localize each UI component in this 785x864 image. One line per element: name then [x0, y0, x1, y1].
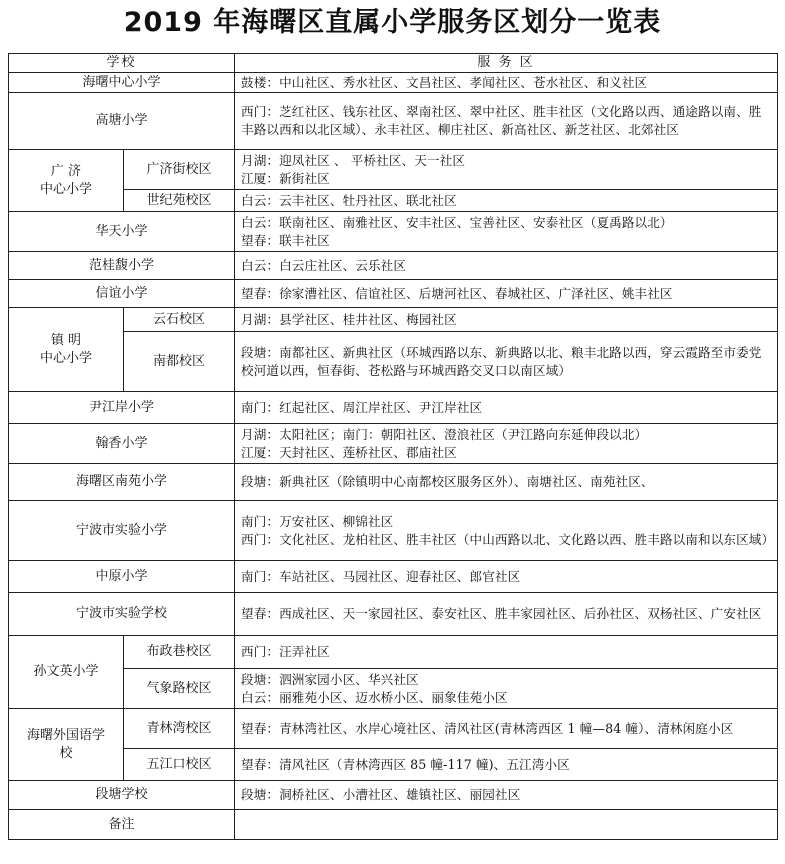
service-area-cell — [235, 252, 778, 280]
campus-cell: 五江口校区 — [124, 749, 235, 781]
table-row — [9, 392, 778, 424]
school-cell: 翰香小学 — [9, 424, 235, 464]
service-area-line: 望春：清风社区（青林湾西区 85 幢-117 幢)、五江湾小区 — [241, 756, 570, 772]
service-area-line: 望春：徐家漕社区、信谊社区、后塘河社区、春城社区、广泽社区、姚丰社区 — [241, 285, 673, 301]
service-area-line: 白云：联南社区、南雅社区、安丰社区、宝善社区、安泰社区（夏禹路以北） — [241, 214, 673, 230]
school-cell: 广 济 中心小学 — [9, 150, 124, 212]
campus-cell: 布政巷校区 — [124, 636, 235, 669]
school-cell: 海曙外国语学 校 — [9, 709, 124, 781]
school-cell: 信谊小学 — [9, 280, 235, 308]
school-cell: 宁波市实验小学 — [9, 501, 235, 561]
service-area-cell — [235, 709, 778, 749]
table-row — [9, 212, 778, 252]
service-area-line: 江厦：新街社区 — [241, 170, 330, 186]
service-area-line: 段塘：洞桥社区、小漕社区、雄镇社区、丽园社区 — [241, 787, 521, 802]
school-cell: 海曙中心小学 — [9, 73, 235, 93]
header-service-area: 服 务 区 — [235, 54, 778, 73]
header-school: 学校 — [9, 54, 235, 73]
school-cell: 中原小学 — [9, 561, 235, 593]
service-area-cell — [235, 636, 778, 669]
service-area-cell — [235, 392, 778, 424]
table-row — [9, 73, 778, 93]
table-row — [9, 93, 778, 150]
service-area-line: 段塘：南都社区、新典社区（环城西路以东、新典路以北、粮丰北路以西，穿云霞路至市委党校河道以西，恒春街、苍松路与环城西路交叉口以南区域） — [241, 344, 762, 378]
campus-cell: 广济街校区 — [124, 150, 235, 190]
service-area-line: 望春：西成社区、天一家园社区、泰安社区、胜丰家园社区、后孙社区、双杨社区、广安社区 — [241, 606, 762, 621]
table-row — [9, 781, 778, 810]
service-area-cell — [235, 464, 778, 501]
service-area-cell — [235, 749, 778, 781]
school-cell: 尹江岸小学 — [9, 392, 235, 424]
remarks-cell — [235, 810, 778, 840]
service-area-line: 月湖：迎凤社区 、 平桥社区、天一社区 — [241, 152, 466, 168]
service-area-cell — [235, 308, 778, 332]
service-area-cell — [235, 280, 778, 308]
school-cell: 海曙区南苑小学 — [9, 464, 235, 501]
campus-cell: 世纪苑校区 — [124, 190, 235, 212]
service-area-cell — [235, 781, 778, 810]
table-header-row — [9, 54, 778, 73]
table-row — [9, 150, 778, 190]
service-area-cell — [235, 150, 778, 190]
campus-cell: 南都校区 — [124, 332, 235, 392]
service-area-cell — [235, 212, 778, 252]
service-area-cell — [235, 332, 778, 392]
service-area-line: 南门：红起社区、周江岸社区、尹江岸社区 — [241, 399, 483, 415]
service-area-line: 月湖：太阳社区；南门：朝阳社区、澄浪社区（尹江路向东延伸段以北） — [241, 426, 648, 442]
campus-cell: 青林湾校区 — [124, 709, 235, 749]
service-area-line: 鼓楼：中山社区、秀水社区、文昌社区、孝闻社区、苍水社区、和义社区 — [241, 74, 648, 90]
campus-cell: 气象路校区 — [124, 669, 235, 709]
service-area-cell — [235, 424, 778, 464]
remarks-label: 备注 — [9, 810, 235, 840]
service-area-cell — [235, 93, 778, 150]
table-row — [9, 501, 778, 561]
service-area-line: 西门：文化社区、龙柏社区、胜丰社区（中山西路以北、文化路以西、胜丰路以南和以东区域） — [241, 531, 775, 547]
service-area-line: 白云：白云庄社区、云乐社区 — [241, 257, 407, 273]
service-area-table — [8, 53, 778, 840]
table-row — [9, 280, 778, 308]
service-area-cell — [235, 190, 778, 212]
service-area-cell — [235, 593, 778, 636]
service-area-line: 望春：联丰社区 — [241, 232, 330, 248]
service-area-cell — [235, 73, 778, 93]
service-area-cell — [235, 669, 778, 709]
service-area-cell — [235, 561, 778, 593]
service-area-line: 月湖：县学社区、桂井社区、梅园社区 — [241, 311, 457, 327]
remarks-row — [9, 810, 778, 840]
school-cell: 高塘小学 — [9, 93, 235, 150]
service-area-line: 西门：汪弄社区 — [241, 644, 330, 659]
service-area-line: 西门：芝红社区、钱东社区、翠南社区、翠中社区、胜丰社区（文化路以西、通途路以南、胜丰路以西和以北区域）、永丰社区、柳庄社区、新高社区、新芝社区、北郊社区 — [241, 104, 762, 137]
table-row — [9, 636, 778, 669]
service-area-line: 白云：丽雅苑小区、迈水桥小区、丽象佳苑小区 — [241, 689, 508, 705]
school-cell: 范桂馥小学 — [9, 252, 235, 280]
table-row — [9, 593, 778, 636]
service-area-line: 段塘：新典社区（除镇明中心南都校区服务区外）、南塘社区、南苑社区、 — [241, 474, 654, 489]
service-area-line: 白云：云丰社区、牡丹社区、联北社区 — [241, 192, 457, 208]
service-area-line: 南门：万安社区、柳锦社区 — [241, 513, 394, 529]
service-area-line: 段塘：泗洲家园小区、华兴社区 — [241, 671, 419, 687]
service-area-line: 南门：车站社区、马园社区、迎春社区、郎官社区 — [241, 568, 521, 584]
table-row — [9, 424, 778, 464]
table-row — [9, 669, 778, 709]
service-area-line: 望春：青林湾社区、水岸心境社区、清风社区(青林湾西区 1 幢—84 幢）、清林闲庭小区 — [241, 720, 734, 736]
table-row — [9, 190, 778, 212]
table-row — [9, 308, 778, 332]
school-cell: 华天小学 — [9, 212, 235, 252]
table-row — [9, 709, 778, 749]
table-row — [9, 749, 778, 781]
table-row — [9, 464, 778, 501]
service-area-line: 江厦：天封社区、莲桥社区、郡庙社区 — [241, 444, 457, 460]
school-cell: 段塘学校 — [9, 781, 235, 810]
school-cell: 镇 明 中心小学 — [9, 308, 124, 392]
school-cell: 宁波市实验学校 — [9, 593, 235, 636]
page-title: 2019 年海曙区直属小学服务区划分一览表 — [123, 7, 662, 38]
school-cell: 孙文英小学 — [9, 636, 124, 709]
table-row — [9, 561, 778, 593]
service-area-cell — [235, 501, 778, 561]
table-row — [9, 252, 778, 280]
table-row — [9, 332, 778, 392]
campus-cell: 云石校区 — [124, 308, 235, 332]
